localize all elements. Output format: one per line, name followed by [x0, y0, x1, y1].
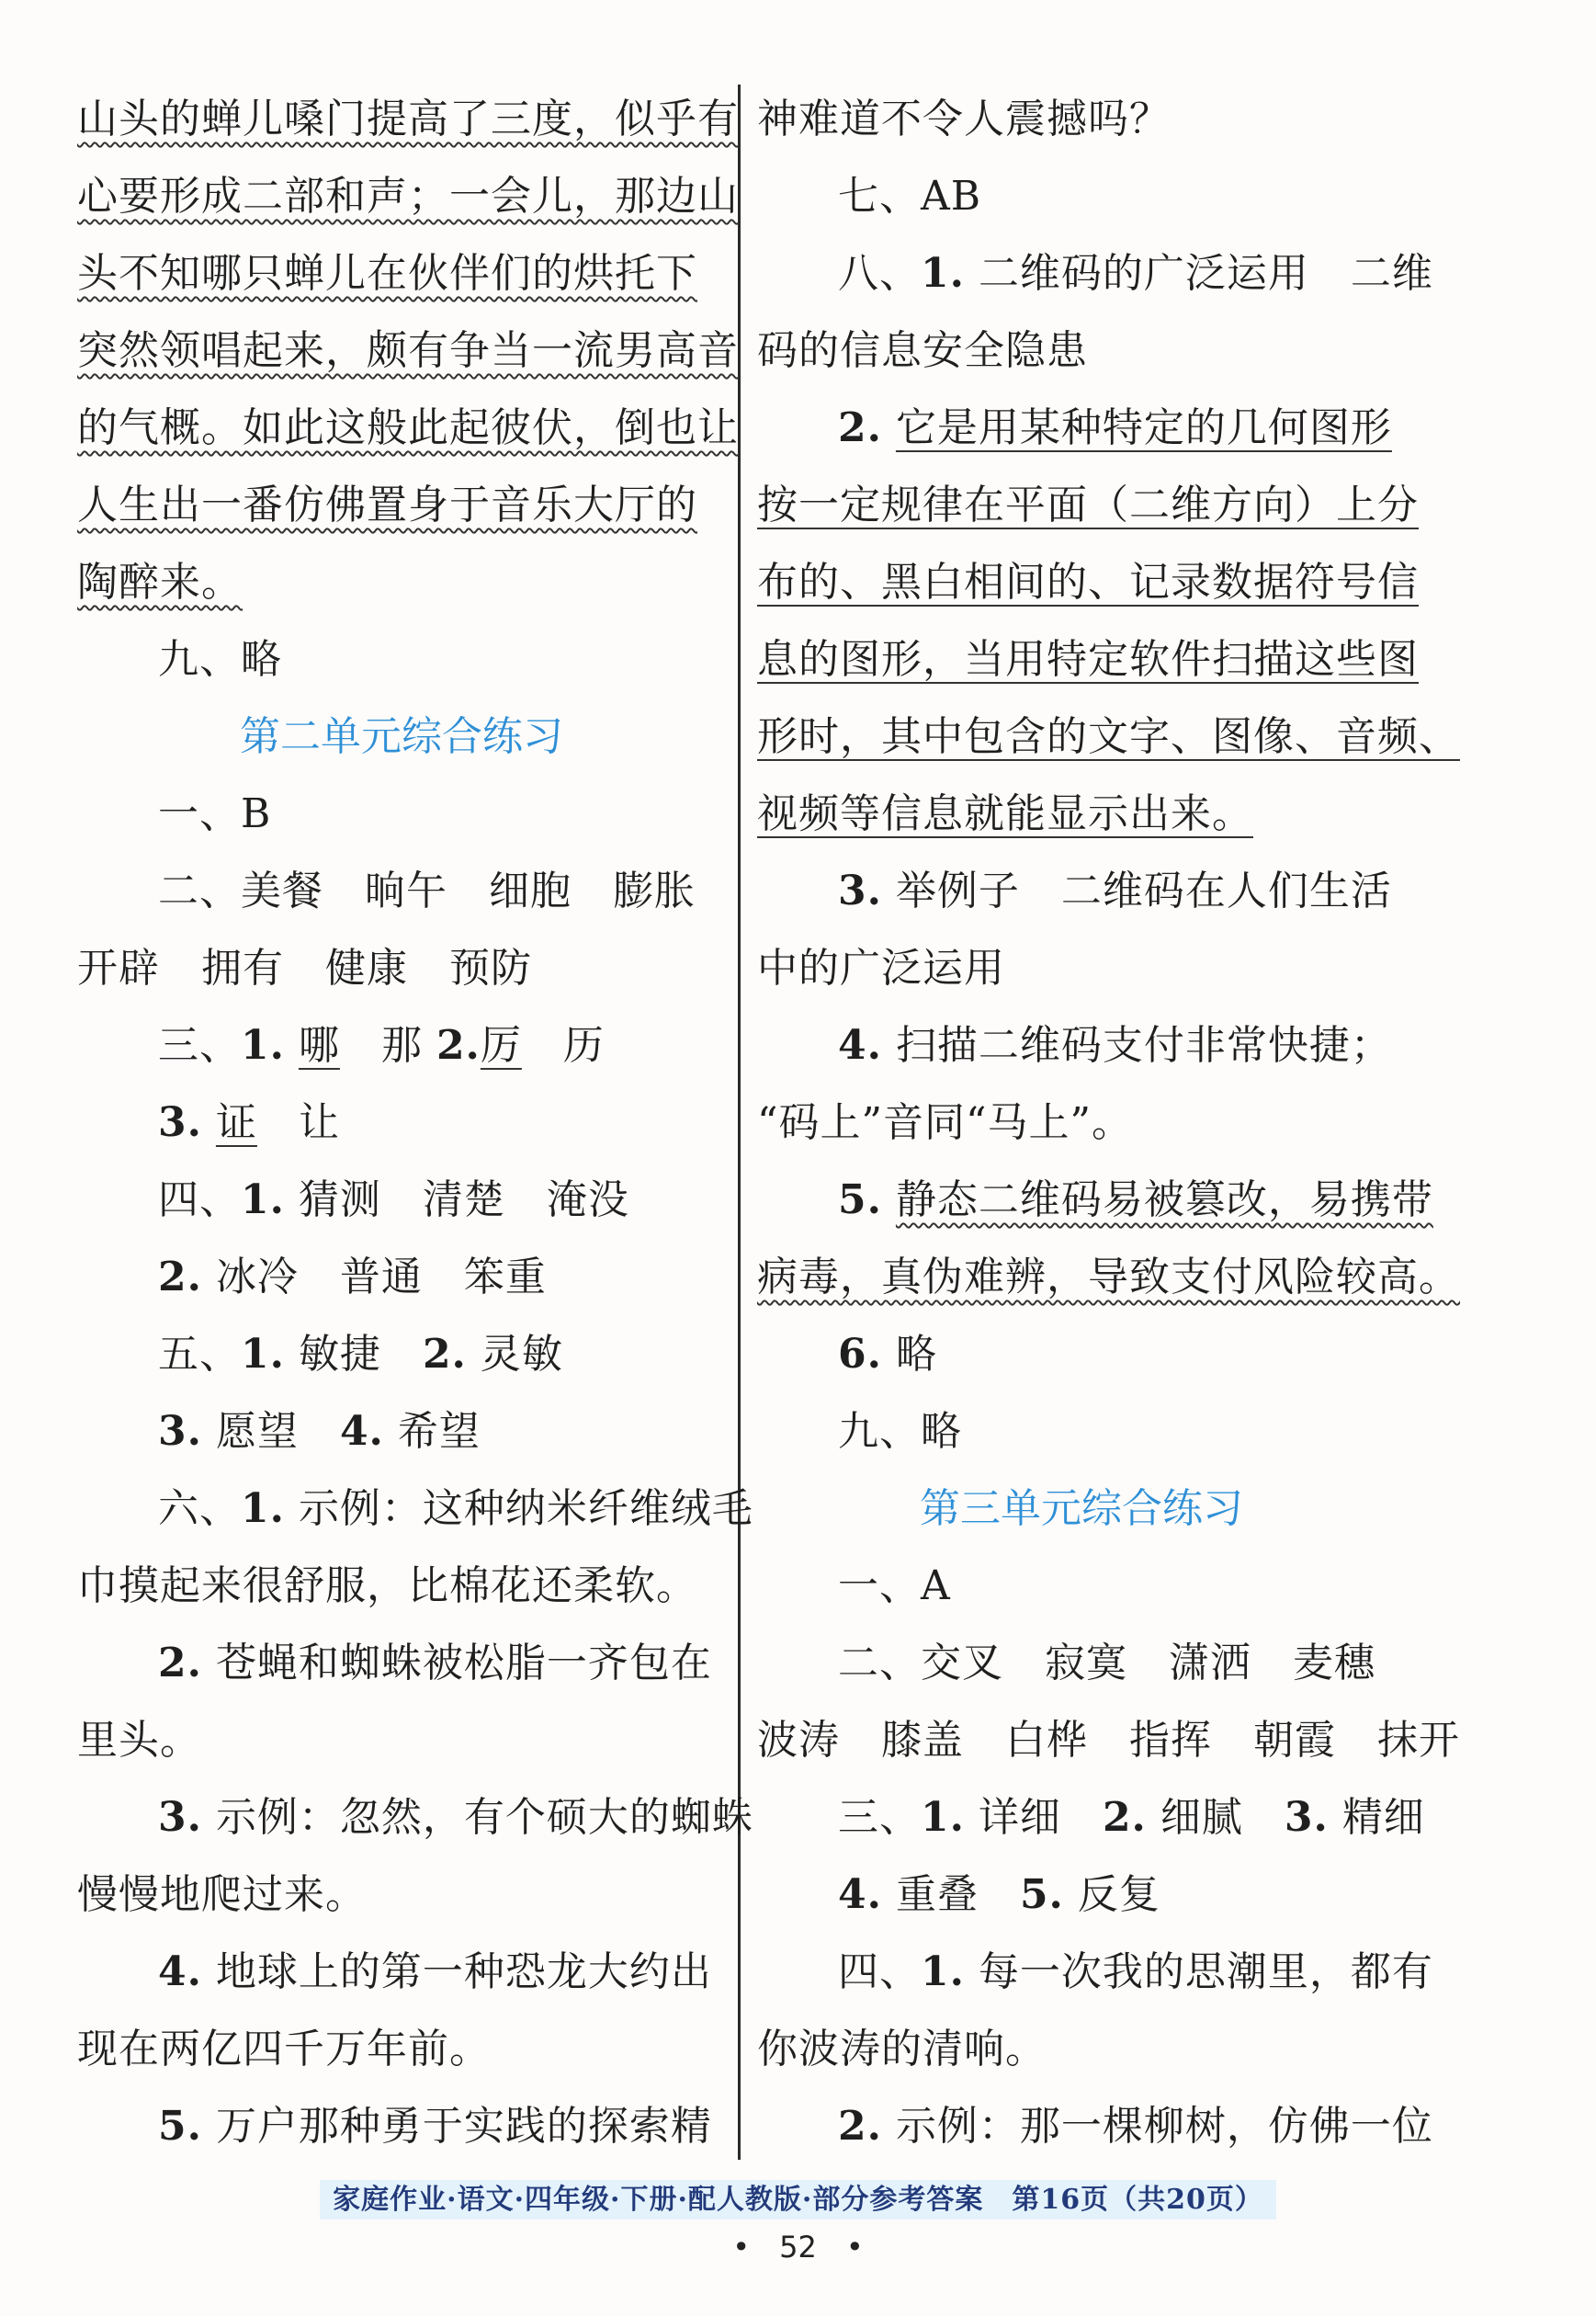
page-number: • 52 • — [732, 2230, 864, 2265]
answer-1: 一、B — [158, 790, 272, 837]
answer-6-2: 2. 苍蝇和蜘蛛被松脂一齐包在 — [158, 1640, 712, 1686]
answer-4-2: 2. 冰冷 普通 笨重 — [158, 1254, 547, 1300]
answer-6-4-cont: 现在两亿四千万年前。 — [77, 2026, 491, 2072]
answer-8-2: 2. 它是用某种特定的几何图形 — [838, 404, 1392, 451]
answer-5: 五、1. 敏捷 2. 灵敏 — [158, 1331, 563, 1378]
right-column — [757, 81, 1460, 2165]
answer-6-5: 5. 万户那种勇于实践的探索精 — [158, 2103, 712, 2150]
text-line: 头不知哪只蝉儿在伙伴们的烘托下 — [77, 250, 697, 297]
answer-8-4-cont: “码上”音同“马上”。 — [757, 1099, 1133, 1146]
text-line: 人生出一番仿佛置身于音乐大厅的 — [77, 482, 697, 528]
answer-6-4: 4. 地球上的第一种恐龙大约出 — [158, 1948, 712, 1995]
answer-8-2-cont: 形时，其中包含的文字、图像、音频、 — [757, 713, 1460, 760]
answer-3-4: 4. 重叠 5. 反复 — [838, 1871, 1160, 1918]
answer-3: 三、1. 详细 2. 细腻 3. 精细 — [838, 1794, 1425, 1841]
answer-8-4: 4. 扫描二维码支付非常快捷； — [838, 1022, 1392, 1069]
left-column — [77, 81, 753, 2165]
answer-8: 八、1. 二维码的广泛运用 二维 — [838, 250, 1433, 297]
answer-8-3-cont: 中的广泛运用 — [757, 945, 1005, 992]
answer-2-cont: 波涛 膝盖 白桦 指挥 朝霞 抹开 — [757, 1717, 1460, 1764]
text-line: 陶醉来。 — [77, 559, 243, 606]
text-line: 山头的蝉儿嗓门提高了三度，似乎有 — [77, 96, 739, 142]
answer-6-3: 3. 示例：忽然，有个硕大的蜘蛛 — [158, 1794, 753, 1841]
text-line: 心要形成二部和声；一会儿，那边山 — [77, 173, 739, 220]
answer-2: 二、美餐 晌午 细胞 膨胀 — [158, 868, 696, 914]
answer-4: 四、1. 猜测 清楚 淹没 — [158, 1176, 629, 1223]
answer-8-2-cont: 按一定规律在平面（二维方向）上分 — [757, 482, 1419, 528]
answer-6: 六、1. 示例：这种纳米纤维绒毛 — [158, 1485, 753, 1532]
answer-8-5-cont: 病毒，真伪难辨，导致支付风险较高。 — [757, 1254, 1460, 1300]
answer-3-3: 3. 证 让 — [158, 1099, 340, 1146]
answer-6-2-cont: 里头。 — [77, 1717, 201, 1764]
answer-8-1-cont: 码的信息安全隐患 — [757, 327, 1088, 374]
answer-2-cont: 开辟 拥有 健康 预防 — [77, 945, 532, 992]
answer-6-1-cont: 巾摸起来很舒服，比棉花还柔软。 — [77, 1562, 697, 1609]
text-line: 神难道不令人震撼吗？ — [757, 96, 1171, 142]
answer-5-3: 3. 愿望 4. 希望 — [158, 1408, 481, 1455]
answer-4-2: 2. 示例：那一棵柳树，仿佛一位 — [838, 2103, 1433, 2150]
answer-8-2-cont: 布的、黑白相间的、记录数据符号信 — [757, 559, 1419, 606]
answer-8-2-cont: 息的图形，当用特定软件扫描这些图 — [757, 636, 1419, 683]
answer-6-3-cont: 慢慢地爬过来。 — [77, 1871, 367, 1918]
answer-9: 九、略 — [158, 636, 282, 683]
answer-3: 三、1. 哪 那 2.厉 历 — [158, 1022, 605, 1069]
answer-8-3: 3. 举例子 二维码在人们生活 — [838, 868, 1392, 914]
answer-8-2-cont: 视频等信息就能显示出来。 — [757, 790, 1253, 837]
answer-8-6: 6. 略 — [838, 1331, 937, 1378]
answer-9: 九、略 — [838, 1408, 962, 1455]
page-footer: 家庭作业·语文·四年级·下册·配人教版·部分参考答案 第16页（共20页） — [0, 2176, 1596, 2217]
answer-7: 七、AB — [838, 173, 982, 220]
answer-2: 二、交叉 寂寞 潇洒 麦穗 — [838, 1640, 1375, 1686]
text-line: 的气概。如此这般此起彼伏，倒也让 — [77, 404, 739, 451]
text-line: 突然领唱起来，颇有争当一流男高音 — [77, 327, 739, 374]
answer-8-5: 5. 静态二维码易被篡改，易携带 — [838, 1176, 1433, 1223]
unit-3-heading: 第三单元综合练习 — [920, 1485, 1243, 1532]
answer-4-1-cont: 你波涛的清响。 — [757, 2026, 1047, 2072]
answer-4: 四、1. 每一次我的思潮里，都有 — [838, 1948, 1433, 1995]
answer-1: 一、A — [838, 1562, 951, 1609]
unit-2-heading: 第二单元综合练习 — [240, 713, 563, 760]
